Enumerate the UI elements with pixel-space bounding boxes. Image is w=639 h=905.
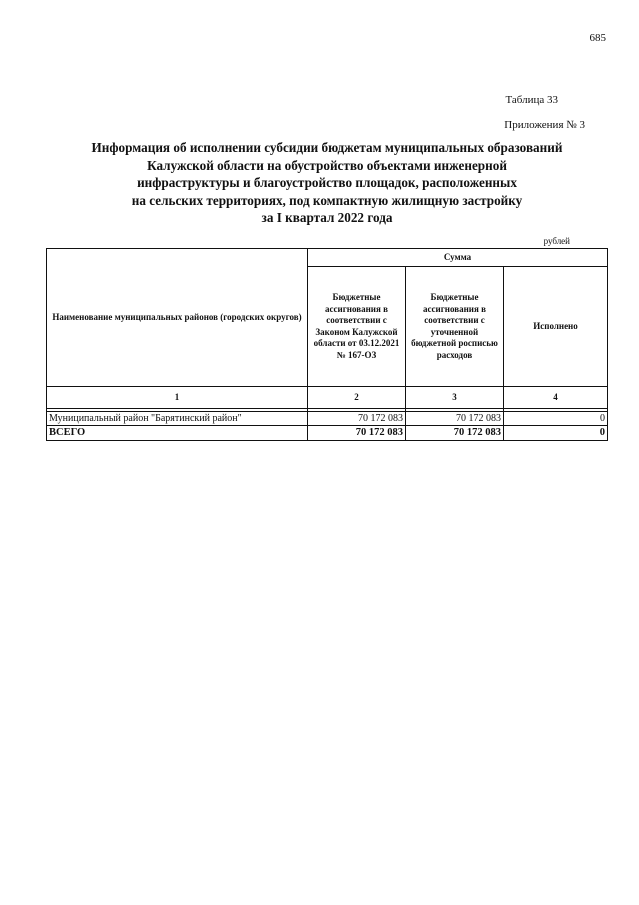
municipality-name: Муниципальный район "Барятинский район" [47,412,308,426]
table-reference: Таблица 33 [505,94,558,106]
total-law-allocation: 70 172 083 [308,426,406,441]
total-label: ВСЕГО [47,426,308,441]
title-line: инфраструктуры и благоустройство площадок, расположенных [137,175,517,190]
column-index: 3 [406,387,504,409]
column-index: 4 [504,387,608,409]
header-refined-allocation: Бюджетные ассигнования в соответствии с уточненной бюджетной росписью расходов [406,267,504,387]
total-row [47,426,608,441]
total-refined-allocation: 70 172 083 [406,426,504,441]
total-executed: 0 [504,426,608,441]
refined-allocation-value: 70 172 083 [406,412,504,426]
column-index: 2 [308,387,406,409]
column-index: 1 [47,387,308,409]
title-line: на сельских территориях, под компактную жилищную застройку [131,192,523,208]
header-municipality: Наименование муниципальных районов (городских округов) [47,249,308,387]
law-allocation-value: 70 172 083 [308,412,406,426]
executed-value: 0 [504,412,608,426]
header-law-allocation: Бюджетные ассигнования в соответствии с Законом Калужской области от 03.12.2021 № 167-ОЗ [308,267,406,387]
table-row [47,412,608,426]
units-label: рублей [543,236,570,246]
header-sum: Сумма [308,249,608,267]
header-executed: Исполнено [504,267,608,387]
title-line: за I квартал 2022 года [261,210,393,225]
page-number: 685 [589,32,606,44]
subsidy-table [46,248,608,441]
column-index-row [47,387,608,409]
document-title [48,139,606,227]
title-line: Информация об исполнении субсидии бюджетам муниципальных образований [91,140,563,155]
title-line: Калужской области на обустройство объектами инженерной [147,157,507,173]
header-row [47,249,608,267]
appendix-reference: Приложения № 3 [504,119,585,131]
